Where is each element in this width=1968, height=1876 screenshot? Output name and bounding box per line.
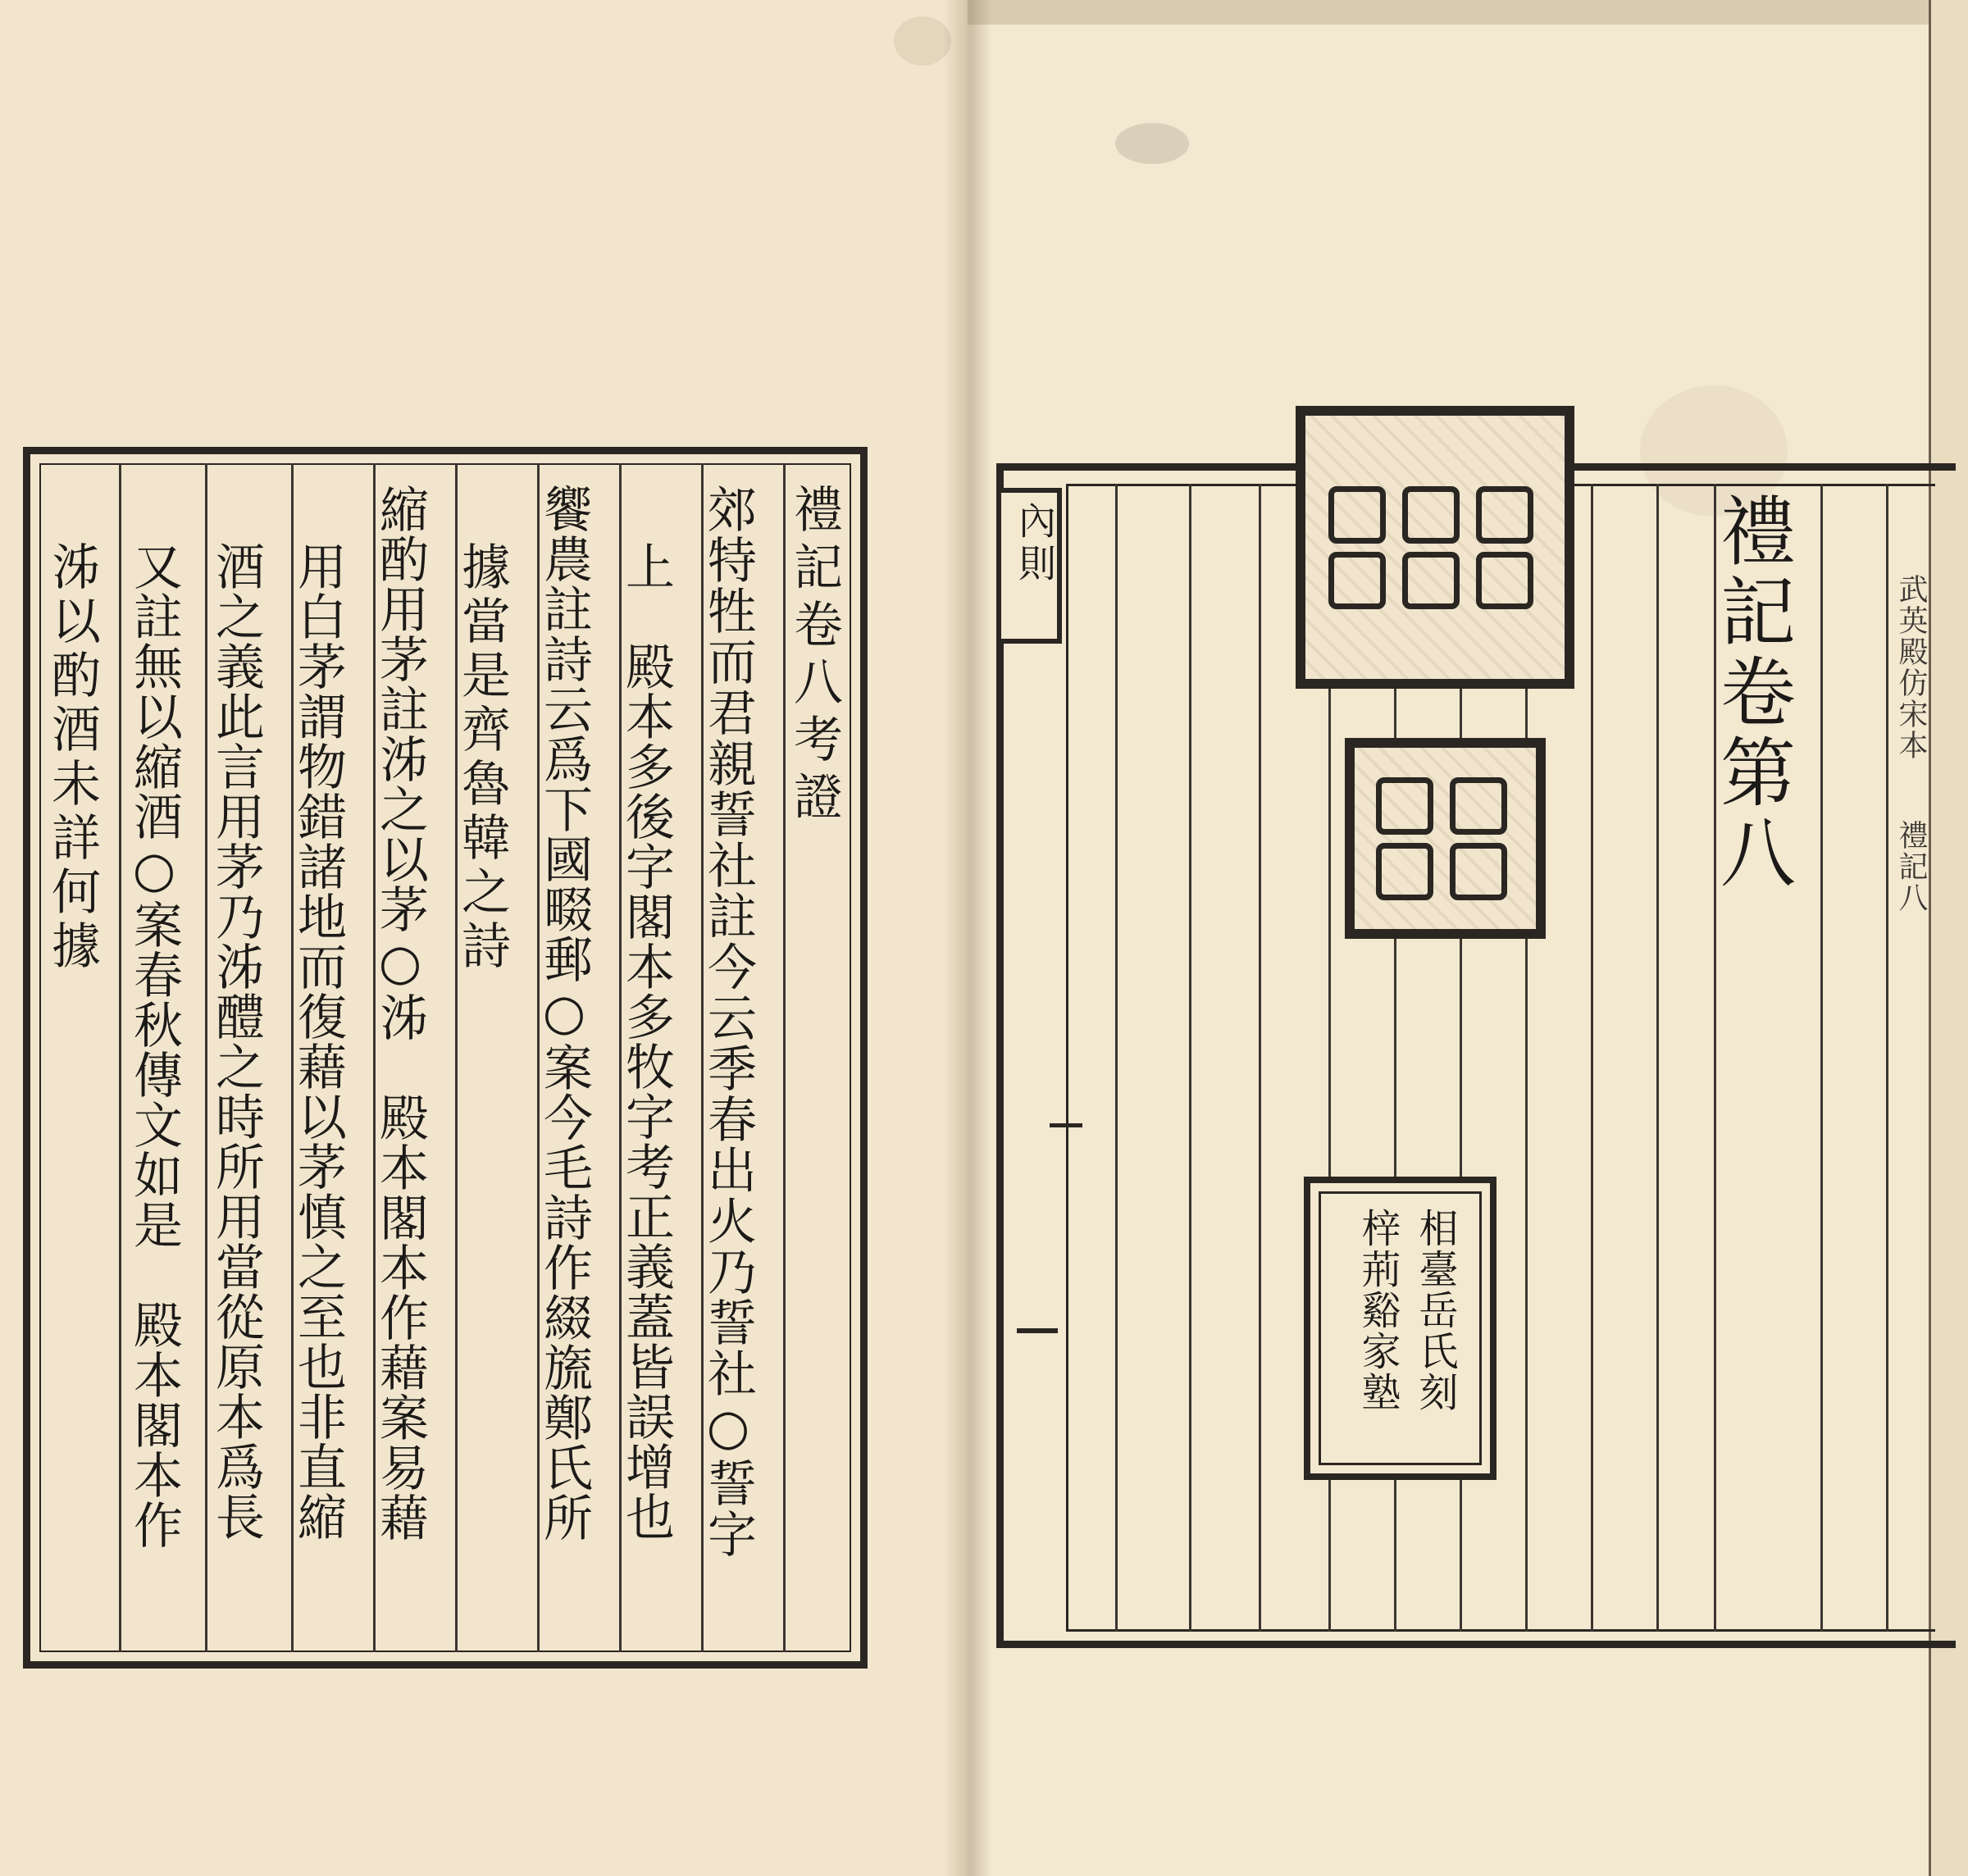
text-column-3: 上 殿本多後字閣本多牧字考正義蓋皆誤增也 xyxy=(617,541,675,1541)
column-rule xyxy=(1656,484,1659,1632)
column-rule xyxy=(1259,484,1261,1632)
text-column-1: 禮記卷八考證 xyxy=(786,484,843,828)
chapter-tab-label: 內則 xyxy=(1013,501,1057,586)
collector-seal-upper xyxy=(1296,406,1574,689)
paper-stain xyxy=(894,16,951,66)
column-rule xyxy=(1886,484,1888,1632)
seal-glyph xyxy=(1328,552,1386,609)
book-gutter xyxy=(943,0,992,1876)
colophon-line-2: 梓荊谿家塾 xyxy=(1355,1208,1401,1413)
seal-glyph xyxy=(1376,777,1433,835)
text-column-4: 饗農註詩云爲下國畷郵○案今毛詩作綴旒鄭氏所 xyxy=(535,484,593,1542)
text-column-9: 又註無以縮酒○案春秋傳文如是 殿本閣本作 xyxy=(125,541,183,1550)
text-column-6: 縮酌用茅註泲之以茅○泲 殿本閣本作藉案易藉 xyxy=(371,484,429,1542)
seal-glyph xyxy=(1450,843,1507,900)
ink-smudge xyxy=(1115,123,1189,164)
text-column-10: 泲以酌酒未詳何據 xyxy=(43,541,101,974)
chapter-title: 禮記卷第八 xyxy=(1708,492,1796,894)
seal-glyph xyxy=(1476,486,1533,544)
column-rule xyxy=(1115,484,1118,1632)
text-column-8: 酒之義此言用茅乃泲醴之時所用當從原本爲長 xyxy=(207,541,265,1541)
column-rule xyxy=(1189,484,1191,1632)
text-column-5: 據當是齊魯韓之詩 xyxy=(453,541,511,974)
colophon-line-1: 相臺岳氏刻 xyxy=(1412,1208,1458,1413)
seal-glyph xyxy=(1402,486,1460,544)
colophon-box xyxy=(1304,1177,1496,1480)
frame-tick xyxy=(1050,1123,1082,1127)
collector-seal-lower xyxy=(1345,738,1546,939)
seal-glyph xyxy=(1328,486,1386,544)
text-column-2: 郊特牲而君親誓社註今云季春出火乃誓社○誓字 xyxy=(699,484,757,1560)
chapter-tab xyxy=(996,488,1062,644)
text-column-7: 用白茅謂物錯諸地而復藉以茅慎之至也非直縮 xyxy=(289,541,347,1541)
seal-glyph xyxy=(1402,552,1460,609)
column-rule xyxy=(1591,484,1593,1632)
seal-glyph xyxy=(1376,843,1433,900)
column-rule xyxy=(1820,484,1823,1632)
frame-tick xyxy=(1017,1328,1058,1333)
seal-glyph xyxy=(1476,552,1533,609)
right-page-top-edge xyxy=(968,0,1968,25)
margin-edition-label: 武英殿仿宋本 xyxy=(1894,574,1928,761)
seal-glyph xyxy=(1450,777,1507,835)
margin-volume-label: 禮記八 xyxy=(1894,820,1928,913)
